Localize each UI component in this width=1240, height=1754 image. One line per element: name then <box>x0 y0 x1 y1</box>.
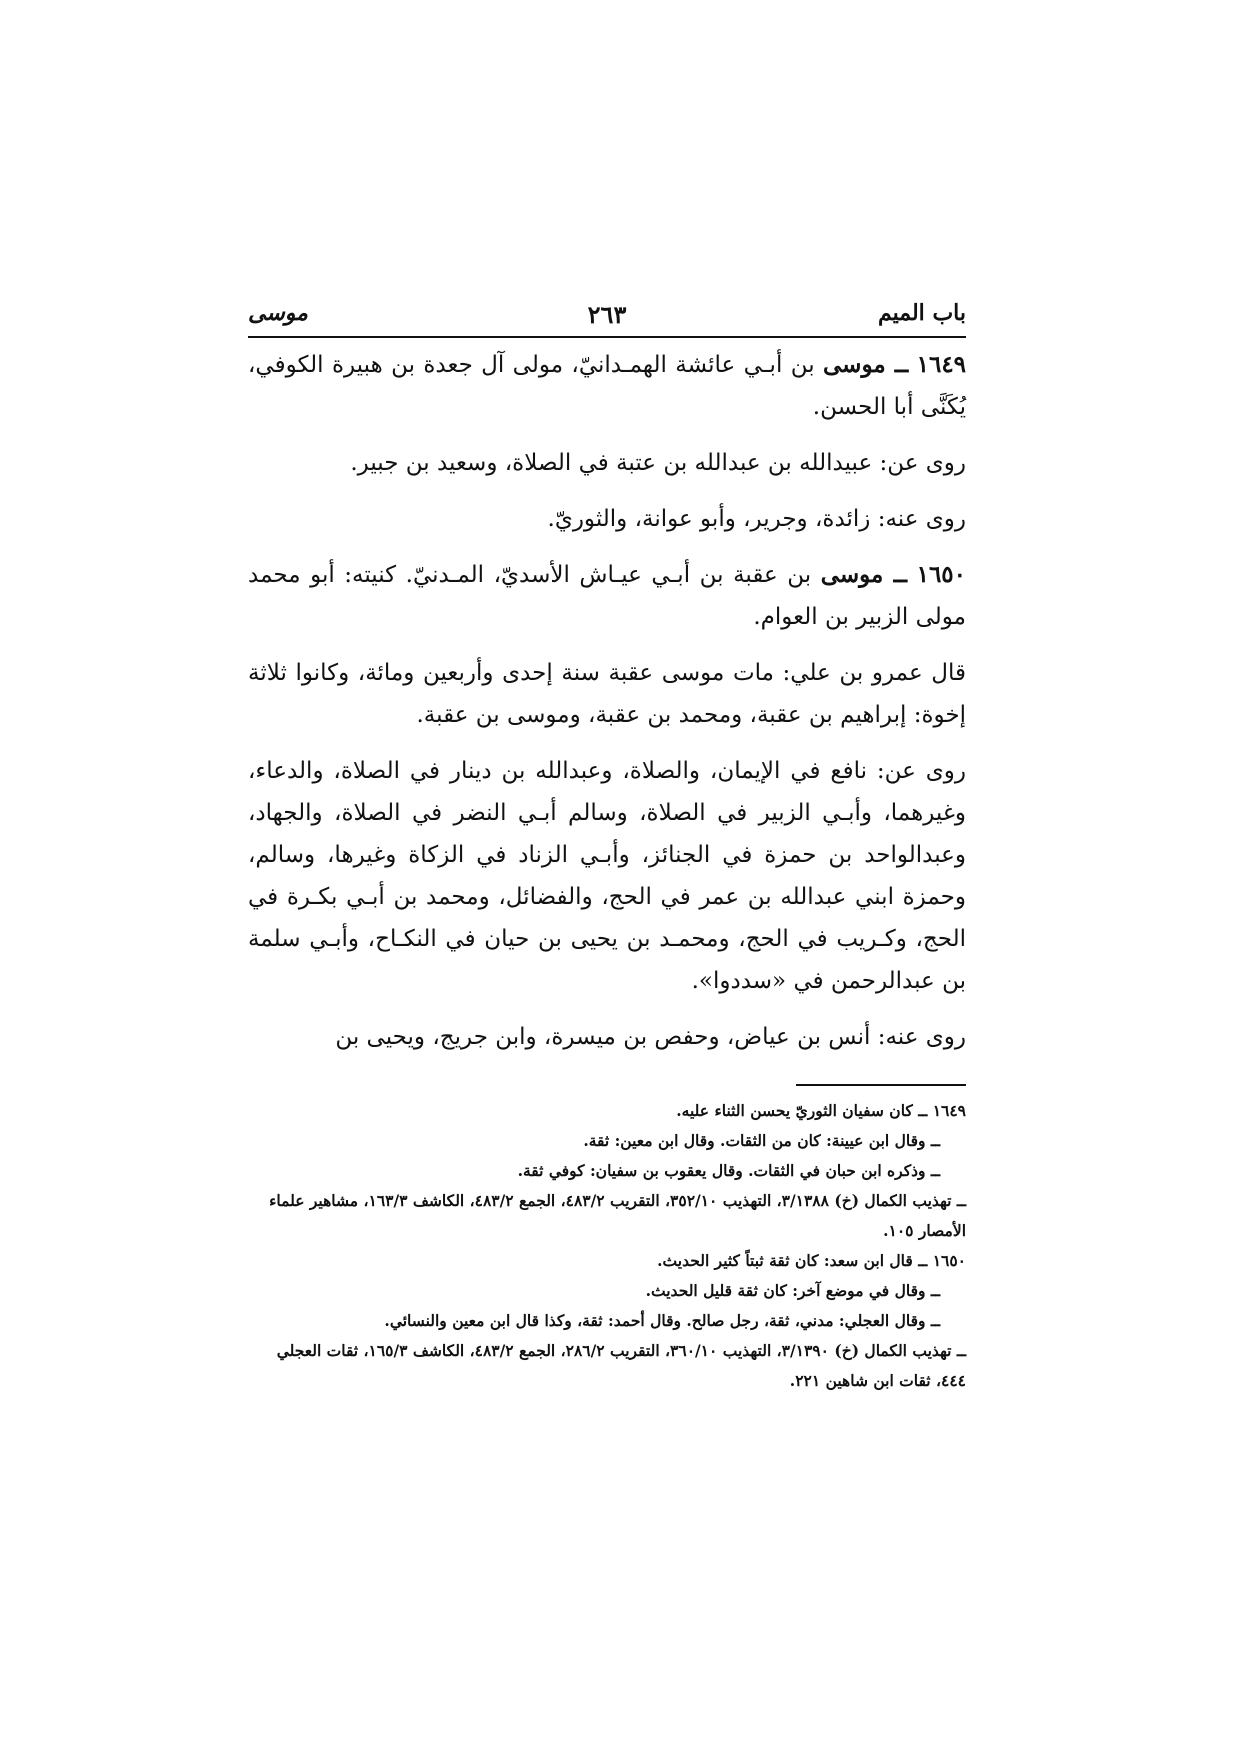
entry-dash: ــ <box>883 561 908 588</box>
footnote-line <box>248 1306 966 1336</box>
footnote-text: كان سفيان الثوريّ يحسن الثناء عليه. <box>676 1101 913 1120</box>
entry-number: ١٦٤٩ <box>916 351 967 378</box>
section-name: موسى <box>248 300 308 326</box>
entry-number: ١٦٥٠ <box>916 561 967 588</box>
document-page <box>248 296 966 1556</box>
footnote-lead: ــ <box>930 1281 940 1300</box>
entry-1650-narrated-from: روى عن: نافع في الإيمان، والصلاة، وعبدالله بن دينار في الصلاة، والدعاء، وغيرهما، وأبـي الزبير في الصلاة، وسالم أبـي النضر في الصلاة، والجهاد، وعبدالواحد بن حمزة في الجنائز، وأبـي الزناد في الزكاة وغيرها، وسالم، وحمزة ابني عبدالله بن عمر في الحج، والفضائل، ومحمد بن أبـي بكـرة في الحج، وكـريب في الحج، ومحمـد بن يحيى بن حيان في النكـاح، وأبـي سلمة بن عبدالرحمن في «سددوا». <box>248 758 966 994</box>
footnote-line <box>248 1186 966 1246</box>
footnote-text: وقال العجلي: مدني، ثقة، رجل صالح. وقال أحمد: ثقة، وكذا قال ابن معين والنسائي. <box>384 1311 926 1330</box>
footnote-text: تهذيب الكمال (خ) ٣/١٣٨٨، التهذيب ٣٥٢/١٠، التقريب ٤٨٣/٢، الجمع ٤٨٣/٢، الكاشف ١٦٣/٣، مشاهير علماء الأمصار ١٠٥. <box>269 1191 966 1240</box>
entry-1649-narrated-from: روى عن: عبيدالله بن عبدالله بن عتبة في الصلاة، وسعيد بن جبير. <box>350 450 966 476</box>
entry-intro: بن عقبة بن أبـي عيـاش الأسديّ، المـدنيّ. كنيته: أبو محمد مولى الزبير بن العوام. <box>248 562 966 630</box>
footnote-lead: ــ <box>956 1341 966 1360</box>
entry-1650-death-note: قال عمرو بن علي: مات موسى عقبة سنة إحدى وأربعين ومائة، وكانوا ثلاثة إخوة: إبراهيم بن عقبة، ومحمد بن عقبة، وموسى بن عقبة. <box>248 660 966 728</box>
footnote-line <box>248 1156 966 1186</box>
running-header <box>248 296 966 338</box>
footnote-lead: ــ <box>956 1191 966 1210</box>
footnote-separator <box>796 1084 966 1086</box>
footnote-lead: ــ <box>930 1311 940 1330</box>
footnote-lead: ١٦٤٩ ــ <box>918 1101 966 1120</box>
footnote-line <box>248 1246 966 1276</box>
entry-dash: ــ <box>885 351 909 378</box>
entry-1650-narrators: روى عنه: أنس بن عياض، وحفص بن ميسرة، وابن جريج، ويحيى بن <box>335 1024 966 1050</box>
entry-intro: بن أبـي عائشة الهمـدانيّ، مولى آل جعدة بن هبيرة الكوفي، يُكَنَّى أبا الحسن. <box>248 352 966 420</box>
footnote-lead: ١٦٥٠ ــ <box>918 1251 966 1270</box>
footnote-text: وقال ابن عيينة: كان من الثقات. وقال ابن معين: ثقة. <box>583 1131 926 1150</box>
main-text <box>248 344 966 1058</box>
footnote-text: قال ابن سعد: كان ثقة ثبتاً كثير الحديث. <box>657 1251 913 1270</box>
page-number: ٢٦٣ <box>587 300 627 329</box>
chapter-title: باب الميم <box>877 300 966 326</box>
footnote-text: وقال في موضع آخر: كان ثقة قليل الحديث. <box>645 1281 926 1300</box>
footnote-text: وذكره ابن حبان في الثقات. وقال يعقوب بن سفيان: كوفي ثقة. <box>517 1161 926 1180</box>
entry-1649-heading <box>248 344 966 428</box>
footnote-line <box>248 1336 966 1396</box>
entry-1649-narrators: روى عنه: زائدة، وجرير، وأبو عوانة، والثوريّ. <box>547 506 966 532</box>
entry-1650-heading <box>248 554 966 638</box>
footnote-line <box>248 1276 966 1306</box>
footnotes <box>248 1096 966 1396</box>
entry-name: موسى <box>823 351 886 378</box>
footnote-lead: ــ <box>930 1161 940 1180</box>
footnote-line <box>248 1126 966 1156</box>
footnote-line <box>248 1096 966 1126</box>
footnote-lead: ــ <box>930 1131 940 1150</box>
footnote-text: تهذيب الكمال (خ) ٣/١٣٩٠، التهذيب ٣٦٠/١٠، التقريب ٢٨٦/٢، الجمع ٤٨٣/٢، الكاشف ١٦٥/٣، ثقات العجلي ٤٤٤، ثقات ابن شاهين ٢٢١. <box>276 1341 966 1390</box>
entry-name: موسى <box>820 561 884 588</box>
